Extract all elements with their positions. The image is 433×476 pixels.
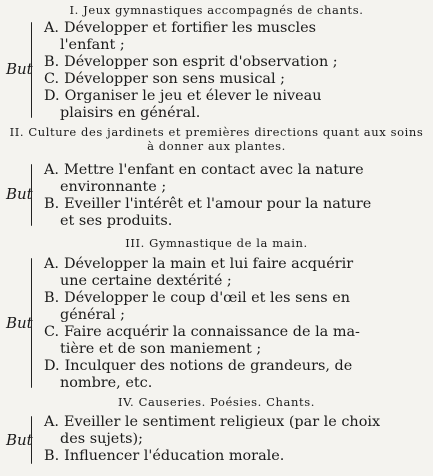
list-item: B. Influencer l'éducation morale.: [44, 448, 285, 464]
list-item: B. Développer le coup d'œil et les sens en général ;: [44, 290, 351, 323]
list-item: A. Eveiller le sentiment religieux (par le choix des sujets);: [44, 414, 381, 447]
list-item: B. Développer son esprit d'observation ;: [44, 54, 338, 70]
list-item: D. Inculquer des notions de grandeurs, de nombre, etc.: [44, 358, 353, 391]
section-4-heading: IV. Causeries. Poésies. Chants.: [118, 395, 315, 409]
list-item: C. Développer son sens musical ;: [44, 71, 286, 87]
but-label: But: [6, 431, 33, 449]
but-label: But: [6, 185, 33, 203]
list-item: B. Eveiller l'intérêt et l'amour pour la nature et ses produits.: [44, 196, 372, 229]
list-item: C. Faire acquérir la connaissance de la ma- tière et de son maniement ;: [44, 324, 360, 357]
section-1-heading: I. Jeux gymnastiques accompagnés de chants.: [69, 3, 364, 17]
but-label: But: [6, 314, 33, 332]
list-item: A. Mettre l'enfant en contact avec la nature environnante ;: [44, 162, 364, 195]
but-label: But: [6, 60, 33, 78]
curly-brace: [31, 22, 32, 118]
curly-brace: [31, 416, 32, 464]
curly-brace: [31, 258, 32, 388]
list-item: A. Développer la main et lui faire acquérir une certaine dextérité ;: [44, 256, 354, 289]
section-3-heading: III. Gymnastique de la main.: [125, 236, 308, 250]
section-2-heading: II. Culture des jardinets et premières directions quant aux soins à donner aux plantes.: [9, 125, 424, 153]
list-item: A. Développer et fortifier les muscles l'enfant ;: [44, 20, 316, 53]
curly-brace: [31, 164, 32, 226]
list-item: D. Organiser le jeu et élever le niveau plaisirs en général.: [44, 88, 322, 121]
